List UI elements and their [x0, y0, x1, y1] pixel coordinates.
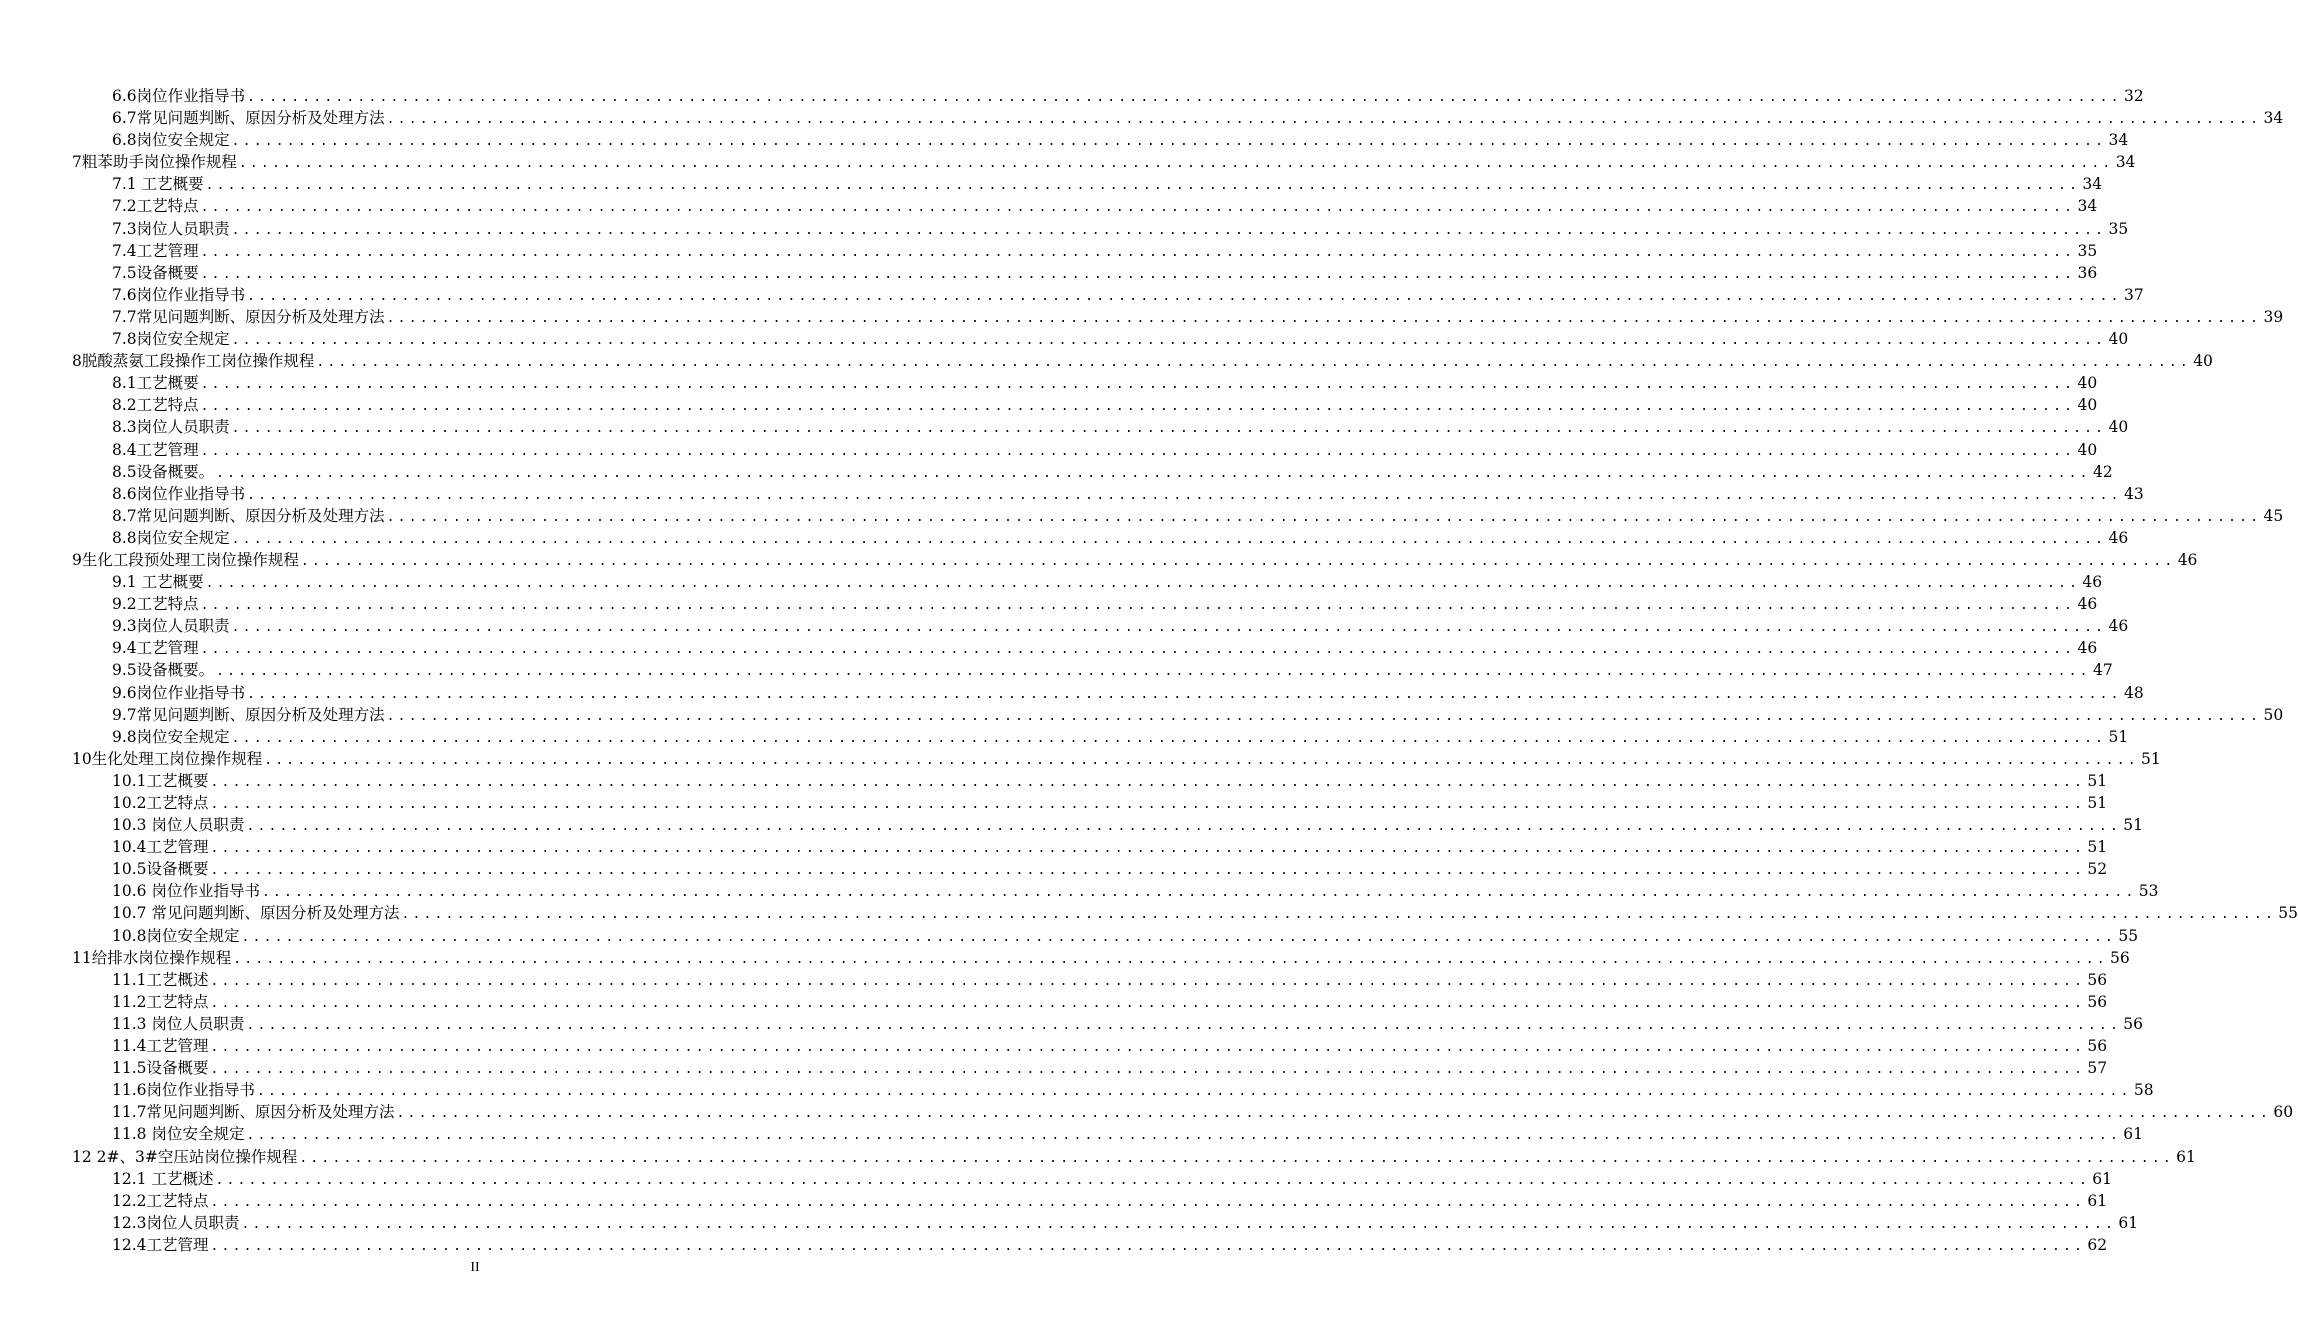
toc-entry-label: 7.3岗位人员职责: [112, 219, 230, 238]
toc-dot-leader: ..........................................................................................................................................................................: [231, 620, 2107, 636]
toc-dot-leader: ..........................................................................................................................................................................: [205, 178, 2081, 194]
toc-entry-label: 10.4工艺管理: [112, 838, 209, 857]
toc-entry-label: 8.6岗位作业指导书: [112, 484, 246, 503]
toc-dot-leader: ..........................................................................................................................................................................: [210, 797, 2086, 812]
toc-section-entry[interactable]: [72, 1013, 2143, 1035]
toc-section-entry[interactable]: [72, 593, 2098, 615]
toc-page-number: 40: [2077, 396, 2098, 415]
toc-section-entry[interactable]: [72, 416, 2129, 438]
toc-section-entry[interactable]: [72, 372, 2098, 394]
toc-dot-leader: ..........................................................................................................................................................................: [261, 885, 2137, 901]
toc-dot-leader: ..........................................................................................................................................................................: [316, 355, 2191, 371]
toc-page-number: 34: [2077, 197, 2098, 216]
toc-entry-label: 10生化处理工岗位操作规程: [72, 749, 263, 768]
toc-page-number: 45: [2263, 506, 2284, 525]
table-of-contents: [72, 85, 2298, 1256]
toc-section-entry[interactable]: [72, 483, 2144, 505]
toc-section-entry[interactable]: [72, 1168, 2112, 1190]
toc-page-number: 56: [2087, 1037, 2108, 1056]
toc-entry-label: 7.8岗位安全规定: [112, 330, 230, 349]
toc-dot-leader: ..........................................................................................................................................................................: [247, 686, 2122, 702]
toc-section-entry[interactable]: [72, 461, 2113, 483]
toc-entry-label: 9.2工艺特点: [112, 595, 199, 614]
toc-section-entry[interactable]: [72, 571, 2103, 593]
toc-dot-leader: ..........................................................................................................................................................................: [264, 752, 2139, 768]
toc-page-number: 40: [2077, 374, 2098, 393]
toc-entry-label: 11.3 岗位人员职责: [112, 1014, 245, 1033]
toc-page-number: 46: [2108, 528, 2129, 547]
toc-section-entry[interactable]: [72, 1035, 2108, 1057]
toc-page-number: 39: [2263, 307, 2284, 326]
toc-dot-leader: ..........................................................................................................................................................................: [216, 465, 2091, 481]
toc-page-number: 51: [2087, 838, 2108, 857]
toc-entry-label: 12.1 工艺概述: [112, 1169, 214, 1188]
toc-entry-label: 7.4工艺管理: [112, 241, 199, 260]
toc-entry-label: 11.4工艺管理: [112, 1037, 209, 1056]
toc-entry-label: 7.1 工艺概要: [112, 175, 204, 194]
toc-section-entry[interactable]: [72, 107, 2284, 129]
toc-page-number: 51: [2141, 749, 2161, 768]
toc-section-entry[interactable]: [72, 439, 2098, 461]
toc-entry-label: 11.1工艺概述: [112, 970, 209, 989]
toc-section-entry[interactable]: [72, 836, 2108, 858]
toc-dot-leader: ..........................................................................................................................................................................: [386, 509, 2262, 525]
toc-entry-label: 9.8岗位安全规定: [112, 727, 230, 746]
toc-entry-label: 8.8岗位安全规定: [112, 528, 230, 547]
toc-page-number: 32: [2123, 87, 2144, 105]
toc-section-entry[interactable]: [72, 969, 2108, 991]
toc-page-number: 55: [2278, 904, 2298, 923]
toc-entry-label: 9.7常见问题判断、原因分析及处理方法: [112, 705, 385, 724]
toc-entry-label: 9.5设备概要。: [112, 661, 215, 680]
toc-page-number: 43: [2123, 484, 2144, 503]
toc-section-entry[interactable]: [72, 1190, 2108, 1212]
toc-section-entry[interactable]: [72, 792, 2108, 814]
toc-section-entry[interactable]: [72, 173, 2103, 195]
toc-entry-label: 10.3 岗位人员职责: [112, 816, 245, 835]
toc-dot-leader: ..........................................................................................................................................................................: [246, 1017, 2121, 1033]
toc-dot-leader: ..........................................................................................................................................................................: [247, 487, 2122, 503]
toc-dot-leader: ..........................................................................................................................................................................: [200, 443, 2076, 459]
toc-entry-label: 7粗苯助手岗位操作规程: [72, 153, 237, 172]
toc-dot-leader: ..........................................................................................................................................................................: [205, 576, 2081, 592]
toc-dot-leader: ..........................................................................................................................................................................: [216, 664, 2091, 680]
toc-dot-leader: ..........................................................................................................................................................................: [200, 377, 2076, 393]
toc-entry-label: 9.4工艺管理: [112, 639, 199, 658]
toc-section-entry[interactable]: [72, 129, 2129, 151]
toc-entry-label: 8脱酸蒸氨工段操作工岗位操作规程: [72, 352, 315, 371]
page-footer-number: II: [470, 1260, 480, 1275]
toc-entry-label: 10.2工艺特点: [112, 794, 209, 812]
toc-entry-label: 12 2#、3#空压站岗位操作规程: [72, 1147, 298, 1166]
toc-page-number: 34: [2082, 175, 2103, 194]
toc-entry-label: 7.5设备概要: [112, 263, 199, 282]
toc-page-number: 40: [2077, 440, 2098, 459]
toc-chapter-entry[interactable]: [72, 549, 2198, 571]
toc-page-number: 62: [2087, 1235, 2108, 1254]
toc-page-number: 57: [2087, 1059, 2108, 1078]
toc-page-number: 56: [2087, 992, 2108, 1011]
toc-dot-leader: ..........................................................................................................................................................................: [233, 951, 2108, 967]
toc-section-entry[interactable]: [72, 770, 2108, 792]
toc-section-entry[interactable]: [72, 505, 2284, 527]
toc-dot-leader: ..........................................................................................................................................................................: [210, 973, 2086, 989]
toc-section-entry[interactable]: [72, 1234, 2108, 1256]
toc-dot-leader: ..........................................................................................................................................................................: [231, 134, 2107, 150]
toc-section-entry[interactable]: [72, 284, 2144, 306]
toc-entry-label: 11.7常见问题判断、原因分析及处理方法: [112, 1103, 395, 1122]
toc-page-number: 61: [2118, 1213, 2139, 1232]
toc-dot-leader: ..........................................................................................................................................................................: [210, 863, 2086, 879]
toc-dot-leader: ..........................................................................................................................................................................: [200, 598, 2076, 614]
toc-page-number: 61: [2087, 1191, 2108, 1210]
toc-page-number: 36: [2077, 263, 2098, 282]
toc-section-entry[interactable]: [72, 85, 2144, 107]
toc-section-entry[interactable]: [72, 925, 2139, 947]
toc-dot-leader: ..........................................................................................................................................................................: [200, 642, 2076, 658]
toc-page-number: 51: [2087, 794, 2108, 812]
toc-section-entry[interactable]: [72, 527, 2129, 549]
toc-page-number: 35: [2077, 241, 2098, 260]
toc-dot-leader: ..........................................................................................................................................................................: [300, 553, 2176, 569]
toc-section-entry[interactable]: [72, 240, 2098, 262]
toc-dot-leader: ..........................................................................................................................................................................: [215, 1172, 2090, 1188]
toc-page-number: 37: [2123, 285, 2144, 304]
toc-page-number: 56: [2110, 948, 2130, 967]
toc-section-entry[interactable]: [72, 1212, 2139, 1234]
toc-page-number: 61: [2176, 1147, 2196, 1166]
toc-dot-leader: ..........................................................................................................................................................................: [299, 1150, 2174, 1166]
toc-section-entry[interactable]: [72, 726, 2129, 748]
toc-dot-leader: ..........................................................................................................................................................................: [386, 310, 2262, 326]
toc-section-entry[interactable]: [72, 615, 2129, 637]
toc-section-entry[interactable]: [72, 902, 2298, 924]
toc-entry-label: 11.6岗位作业指导书: [112, 1081, 256, 1100]
toc-chapter-entry[interactable]: [72, 350, 2213, 372]
toc-chapter-entry[interactable]: [72, 947, 2130, 969]
toc-dot-leader: ..........................................................................................................................................................................: [210, 1238, 2086, 1254]
toc-section-entry[interactable]: [72, 682, 2144, 704]
toc-entry-label: 8.5设备概要。: [112, 462, 215, 481]
toc-entry-label: 11给排水岗位操作规程: [72, 948, 232, 967]
toc-page-number: 47: [2092, 661, 2113, 680]
toc-entry-label: 9.1 工艺概要: [112, 573, 204, 592]
toc-section-entry[interactable]: [72, 637, 2098, 659]
toc-page-number: 46: [2082, 573, 2103, 592]
toc-section-entry[interactable]: [72, 306, 2284, 328]
toc-dot-leader: ..........................................................................................................................................................................: [246, 1128, 2121, 1144]
toc-dot-leader: ..........................................................................................................................................................................: [200, 244, 2076, 260]
toc-entry-label: 12.2工艺特点: [112, 1191, 209, 1210]
toc-section-entry[interactable]: [72, 1079, 2154, 1101]
toc-dot-leader: ..........................................................................................................................................................................: [401, 907, 2276, 923]
toc-page-number: 61: [2092, 1169, 2112, 1188]
toc-dot-leader: ..........................................................................................................................................................................: [231, 730, 2107, 746]
toc-entry-label: 12.3岗位人员职责: [112, 1213, 240, 1232]
toc-chapter-entry[interactable]: [72, 151, 2136, 173]
toc-entry-label: 6.8岗位安全规定: [112, 131, 230, 150]
toc-entry-label: 9生化工段预处理工岗位操作规程: [72, 550, 299, 569]
toc-section-entry[interactable]: [72, 1123, 2143, 1145]
toc-dot-leader: ..........................................................................................................................................................................: [247, 90, 2122, 105]
toc-page-number: 53: [2138, 882, 2159, 901]
toc-page-number: 42: [2092, 462, 2113, 481]
toc-entry-label: 10.8岗位安全规定: [112, 926, 240, 945]
toc-page-number: 46: [2077, 595, 2098, 614]
toc-entry-label: 8.7常见问题判断、原因分析及处理方法: [112, 506, 385, 525]
toc-section-entry[interactable]: [72, 1057, 2108, 1079]
toc-page-number: 48: [2123, 683, 2144, 702]
toc-entry-label: 8.2工艺特点: [112, 396, 199, 415]
toc-page-number: 35: [2108, 219, 2129, 238]
toc-page-number: 34: [2108, 131, 2129, 150]
toc-section-entry[interactable]: [72, 880, 2159, 902]
toc-dot-leader: ..........................................................................................................................................................................: [210, 1062, 2086, 1078]
toc-page-number: 34: [2263, 109, 2284, 128]
toc-entry-label: 8.4工艺管理: [112, 440, 199, 459]
toc-dot-leader: ..........................................................................................................................................................................: [231, 333, 2107, 349]
toc-section-entry[interactable]: [72, 814, 2143, 836]
toc-dot-leader: ..........................................................................................................................................................................: [210, 1194, 2086, 1210]
toc-page-number: 51: [2087, 771, 2108, 790]
toc-dot-leader: ..........................................................................................................................................................................: [386, 708, 2262, 724]
toc-entry-label: 8.1工艺概要: [112, 374, 199, 393]
toc-dot-leader: ..........................................................................................................................................................................: [241, 929, 2117, 945]
toc-dot-leader: ..........................................................................................................................................................................: [231, 222, 2107, 238]
toc-page-number: 58: [2133, 1081, 2154, 1100]
toc-entry-label: 11.2工艺特点: [112, 992, 209, 1011]
toc-dot-leader: ..........................................................................................................................................................................: [247, 288, 2122, 304]
toc-section-entry[interactable]: [72, 659, 2113, 681]
toc-dot-leader: ..........................................................................................................................................................................: [257, 1084, 2132, 1100]
toc-entry-label: 9.6岗位作业指导书: [112, 683, 246, 702]
toc-section-entry[interactable]: [72, 858, 2108, 880]
toc-dot-leader: ..........................................................................................................................................................................: [200, 399, 2076, 415]
toc-entry-label: 10.6 岗位作业指导书: [112, 882, 260, 901]
toc-page-number: 55: [2118, 926, 2139, 945]
toc-chapter-entry[interactable]: [72, 1146, 2196, 1168]
toc-entry-label: 7.6岗位作业指导书: [112, 285, 246, 304]
toc-page-number: 61: [2123, 1125, 2143, 1144]
toc-dot-leader: ..........................................................................................................................................................................: [231, 421, 2107, 437]
toc-entry-label: 10.7 常见问题判断、原因分析及处理方法: [112, 904, 400, 923]
toc-section-entry[interactable]: [72, 328, 2129, 350]
toc-dot-leader: ..........................................................................................................................................................................: [396, 1106, 2272, 1122]
toc-page-number: 50: [2263, 705, 2284, 724]
toc-entry-label: 10.1工艺概要: [112, 771, 209, 790]
toc-entry-label: 12.4工艺管理: [112, 1235, 209, 1254]
toc-page-number: 51: [2108, 727, 2129, 746]
toc-chapter-entry[interactable]: [72, 748, 2161, 770]
toc-section-entry[interactable]: [72, 218, 2129, 240]
toc-entry-label: 6.7常见问题判断、原因分析及处理方法: [112, 109, 385, 128]
toc-dot-leader: ..........................................................................................................................................................................: [210, 774, 2086, 790]
toc-section-entry[interactable]: [72, 394, 2098, 416]
toc-page-number: 56: [2087, 970, 2108, 989]
toc-section-entry[interactable]: [72, 1101, 2294, 1123]
toc-section-entry[interactable]: [72, 262, 2098, 284]
toc-page-number: 40: [2108, 418, 2129, 437]
toc-page-number: 34: [2115, 153, 2136, 172]
toc-entry-label: 7.2工艺特点: [112, 197, 199, 216]
toc-section-entry[interactable]: [72, 991, 2108, 1013]
toc-entry-label: 11.5设备概要: [112, 1059, 209, 1078]
toc-page-number: 46: [2108, 617, 2129, 636]
toc-dot-leader: ..........................................................................................................................................................................: [200, 200, 2076, 216]
toc-page-number: 51: [2123, 816, 2143, 835]
toc-page-number: 40: [2108, 330, 2129, 349]
toc-page-number: 56: [2123, 1014, 2143, 1033]
toc-entry-label: 10.5设备概要: [112, 860, 209, 879]
toc-page-number: 46: [2177, 550, 2198, 569]
toc-dot-leader: ..........................................................................................................................................................................: [231, 531, 2107, 547]
toc-page-number: 60: [2273, 1103, 2294, 1122]
toc-dot-leader: ..........................................................................................................................................................................: [200, 266, 2076, 282]
toc-page-number: 46: [2077, 639, 2098, 658]
toc-entry-label: 6.6岗位作业指导书: [112, 87, 246, 105]
toc-dot-leader: ..........................................................................................................................................................................: [238, 156, 2114, 172]
toc-entry-label: 11.8 岗位安全规定: [112, 1125, 245, 1144]
toc-entry-label: 8.3岗位人员职责: [112, 418, 230, 437]
toc-page-number: 40: [2193, 352, 2213, 371]
toc-section-entry[interactable]: [72, 195, 2098, 217]
toc-dot-leader: ..........................................................................................................................................................................: [210, 841, 2086, 857]
toc-entry-label: 7.7常见问题判断、原因分析及处理方法: [112, 307, 385, 326]
toc-dot-leader: ..........................................................................................................................................................................: [210, 1040, 2086, 1056]
toc-page-number: 52: [2087, 860, 2108, 879]
toc-dot-leader: ..........................................................................................................................................................................: [241, 1216, 2117, 1232]
toc-dot-leader: ..........................................................................................................................................................................: [386, 112, 2262, 128]
toc-dot-leader: ..........................................................................................................................................................................: [246, 819, 2121, 835]
toc-section-entry[interactable]: [72, 704, 2284, 726]
toc-entry-label: 9.3岗位人员职责: [112, 617, 230, 636]
toc-dot-leader: ..........................................................................................................................................................................: [210, 995, 2086, 1011]
